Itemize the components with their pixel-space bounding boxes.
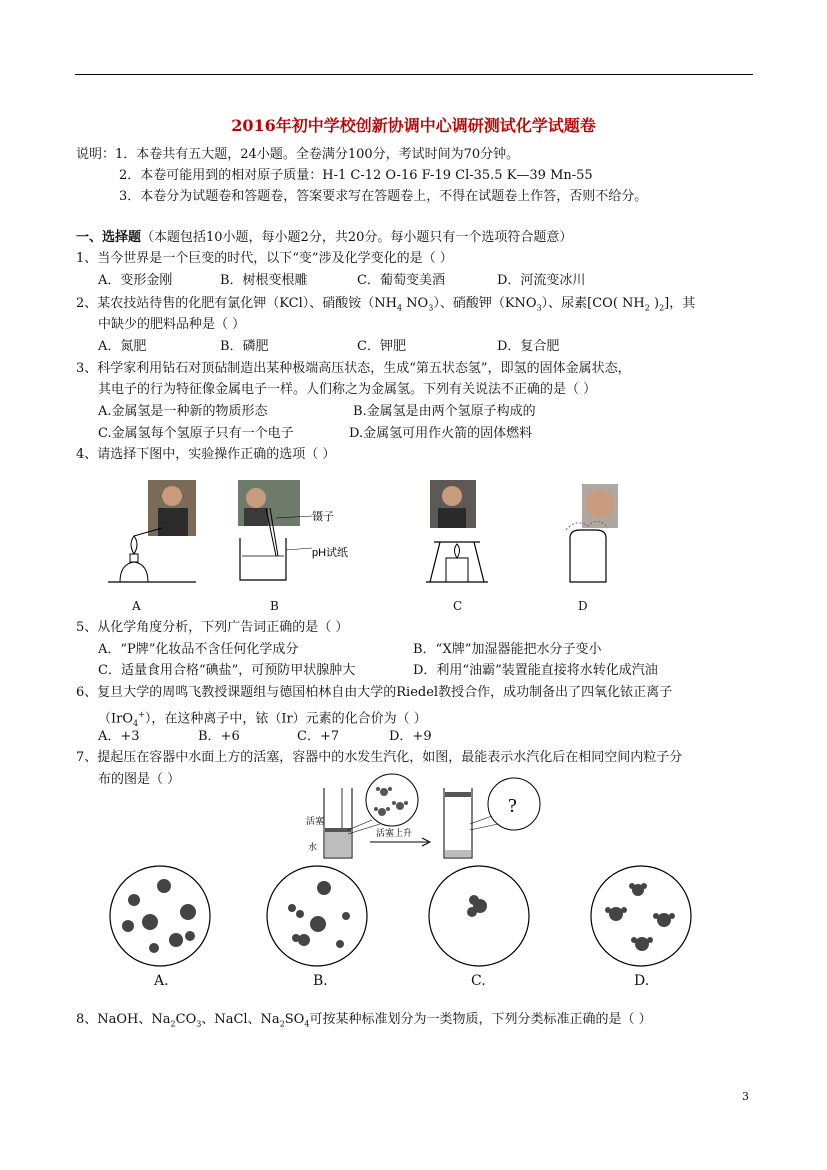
- q7-label-b: B.: [313, 973, 328, 989]
- q1-option-b: B．树根变根雕: [220, 273, 308, 288]
- q7-label-d: D.: [634, 973, 650, 989]
- q6-option-d: D．+9: [389, 729, 432, 744]
- q2-stem: 2、某农技站待售的化肥有氯化钾（KCl）、硝酸铵（$NH_4$ $NO_3$）、硝酸钾$(KNO_3)$、尿素[CO( $NH_2$ )$_2$]，其: [76, 296, 696, 313]
- q7-lift-label: 活塞上升: [376, 828, 413, 838]
- q5-stem: 5、从化学角度分析，下列广告词正确的是（ ）: [76, 620, 349, 635]
- q7-circle-d: [591, 866, 691, 966]
- section-1-header: [76, 229, 572, 247]
- q7-options-figure: [104, 864, 684, 988]
- q2-option-d: D．复合肥: [497, 339, 560, 354]
- q7-piston-label: 活塞: [306, 816, 325, 826]
- q4-tweezers-label: 镊子: [312, 511, 334, 523]
- page-number: 3: [742, 1090, 749, 1103]
- q3-stem: 3、科学家利用钻石对顶砧制造出某种极端高压状态，生成“第五状态氢”，即氢的固体金属状态，: [76, 361, 631, 376]
- q5-option-a: A．“P牌”化妆品不含任何化学成分: [98, 642, 299, 657]
- q6-option-a: A．+3: [98, 729, 140, 744]
- q6-option-b: B．+6: [198, 729, 240, 744]
- section-1-heading: 一、选择题: [76, 230, 142, 245]
- q3-option-d: D.金属氢可用作火箭的固体燃料: [349, 426, 533, 441]
- note-1: 说明：1．本卷共有五大题，24小题。全卷满分100分，考试时间为70分钟。: [76, 147, 520, 162]
- q1-stem: 1、当今世界是一个巨变的时代，以下“变”涉及化学变化的是（ ）: [76, 251, 453, 266]
- q3-stem-2: 其电子的行为特征像金属电子一样。人们称之为金属氢。下列有关说法不正确的是（ ）: [98, 382, 597, 397]
- note-2: 2．本卷可能用到的相对原子质量：H-1 C-12 O-16 F-19 Cl-35.5 K—39 Mn-55: [119, 168, 593, 183]
- q5-option-b: B．“X牌”加湿器能把水分子变小: [413, 642, 602, 657]
- q3-option-c: C.金属氢每个氢原子只有一个电子: [98, 426, 294, 441]
- q2-option-b: B．磷肥: [220, 339, 269, 354]
- q4-ph-paper-label: pH试纸: [312, 547, 349, 559]
- q1-option-c: C．葡萄变美酒: [357, 273, 445, 288]
- q7-circle-a: [110, 866, 210, 966]
- q7-water-label: 水: [308, 842, 318, 852]
- q4-label-d: D: [578, 599, 588, 613]
- q6-stem: 6、复旦大学的周鸣飞教授课题组与德国柏林自由大学的Riedel教授合作，成功制备出了四氧化铱正离子: [76, 685, 673, 700]
- q7-question-mark: ?: [508, 795, 517, 817]
- q4-figure-d: [566, 484, 618, 582]
- q4-figure-b: [238, 480, 348, 580]
- q7-label-a: A.: [154, 973, 169, 989]
- section-1-desc: （本题包括10小题，每小题2分，共20分。每小题只有一个选项符合题意）: [141, 230, 573, 245]
- q4-label-c: C: [453, 599, 463, 613]
- q7-circle-c: [429, 866, 529, 966]
- q3-option-b: B.金属氢是由两个氢原子构成的: [353, 404, 536, 419]
- q2-stem-2: 中缺少的肥料品种是（ ）: [98, 317, 246, 332]
- q1-option-d: D．河流变冰川: [497, 273, 586, 288]
- q3-option-a: A.金属氢是一种新的物质形态: [98, 404, 268, 419]
- q4-stem: 4、请选择下图中，实验操作正确的选项（ ）: [76, 447, 336, 462]
- q6-option-c: C．+7: [297, 729, 340, 744]
- q7-label-c: C.: [471, 973, 486, 989]
- q5-option-c: C．适量食用合格“碘盐”，可预防甲状腺肿大: [98, 663, 356, 678]
- q7-apparatus-figure: [306, 772, 540, 864]
- q1-option-a: A．变形金刚: [98, 273, 173, 288]
- q4-figure: [100, 478, 620, 590]
- q2-option-a: A．氮肥: [98, 339, 147, 354]
- q4-figure-a: [108, 480, 196, 582]
- q4-label-a: A: [132, 599, 141, 613]
- note-3: 3．本卷分为试题卷和答题卷，答案要求写在答题卷上，不得在试题卷上作答，否则不给分。: [119, 189, 648, 204]
- q7-circle-b: [267, 866, 367, 966]
- q4-figure-c: [426, 480, 488, 582]
- q5-option-d: D．利用“油霸”装置能直接将水转化成汽油: [413, 663, 658, 678]
- q7-stem: 7、提起压在容器中水面上方的活塞，容器中的水发生汽化，如图，最能表示水汽化后在相同空间内粒子分: [76, 750, 683, 765]
- q4-label-b: B: [270, 599, 279, 613]
- q6-stem-2: （IrO$_4$+），在这种离子中，铱（Ir）元素的化合价为（ ）: [98, 710, 427, 728]
- q8-stem: 8、NaOH、$Na_2CO_3$、NaCl、$Na_2SO_4$可按某种标准划分为一类物质，下列分类标准正确的是（ ）: [76, 1012, 652, 1029]
- q7-stem-2: 布的图是（ ）: [98, 772, 181, 787]
- exam-title: 2016年初中学校创新协调中心调研测试化学试题卷: [231, 116, 596, 135]
- q2-option-c: C．钾肥: [357, 339, 406, 354]
- header-rule: [75, 74, 753, 75]
